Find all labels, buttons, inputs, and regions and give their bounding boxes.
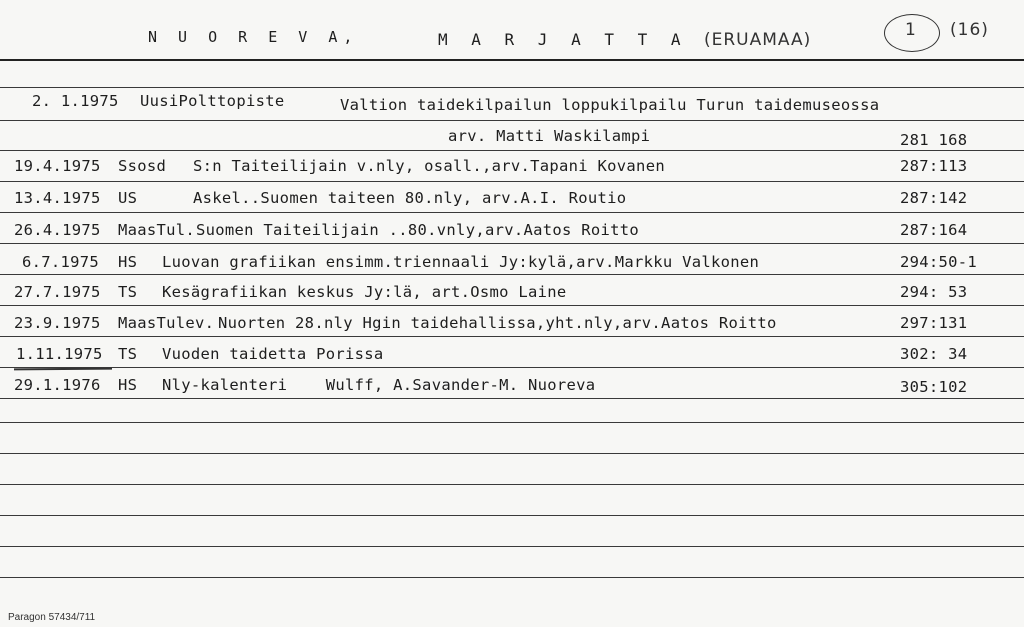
handwritten-note: (ERUAMAA) [704,30,812,50]
rule-line [0,212,1024,213]
entry-text: Luovan grafiikan ensimm.triennaali Jy:kylä,arv.Markku Valkonen [162,253,760,271]
firstname: M A R J A T T A [438,30,688,49]
entry-ref: 305:102 [900,378,968,396]
entry-ref: 294:50-1 [900,253,978,271]
entry-text: Valtion taidekilpailun loppukilpailu Turun taidemuseossa [340,96,880,114]
entry-date: 26.4.1975 [14,221,101,239]
rule-line [0,422,1024,423]
rule-line [0,274,1024,275]
entry-ref: 297:131 [900,314,968,332]
header-rule [0,59,1024,61]
rule-line [0,453,1024,454]
rule-line [0,150,1024,151]
rule-line [0,546,1024,547]
entry-date: 23.9.1975 [14,314,101,332]
rule-line [0,87,1024,88]
entry-source: TS [118,283,138,301]
entry-text: arv. Matti Waskilampi [448,127,651,145]
entry-text: Suomen Taiteilijain ..80.vnly,arv.Aatos Roitto [196,221,640,239]
rule-line [0,398,1024,399]
surname: N U O R E V A, [148,28,359,46]
entry-source: HS [118,376,138,394]
entry-source: MaasTulev. [118,314,215,332]
entry-date: 13.4.1975 [14,189,101,207]
card-imprint: Paragon 57434/711 [8,612,96,623]
rule-line [0,336,1024,337]
entry-ref: 287:113 [900,157,968,175]
rule-line [0,243,1024,244]
entry-ref: 294: 53 [900,283,968,301]
rule-line [0,484,1024,485]
pen-underline [14,368,112,370]
entry-source: US [118,189,138,207]
entry-date: 19.4.1975 [14,157,101,175]
entry-source: TS [118,345,138,363]
rule-line [0,120,1024,121]
rule-line [0,367,1024,368]
entry-ref: 287:164 [900,221,968,239]
circled-number: 1 [905,20,917,40]
entry-source: UusiPolttopiste [140,92,285,110]
entry-ref: 287:142 [900,189,968,207]
rule-line [0,515,1024,516]
entry-source: MaasTul. [118,221,196,239]
entry-text: S:n Taiteilijain v.nly, osall.,arv.Tapani Kovanen [193,157,665,175]
paren-number: (16) [950,20,989,40]
entry-text: Nly-kalenteri Wulff, A.Savander-M. Nuoreva [162,376,596,394]
entry-date: 6.7.1975 [22,253,100,271]
entry-ref: 281 168 [900,131,968,149]
rule-line [0,181,1024,182]
entry-date: 2. 1.1975 [32,92,119,110]
rule-line [0,305,1024,306]
entry-date: 1.11.1975 [16,345,103,363]
entry-source: HS [118,253,138,271]
entry-ref: 302: 34 [900,345,968,363]
entry-source: Ssosd [118,157,167,175]
entry-date: 27.7.1975 [14,283,101,301]
entry-text: Kesägrafiikan keskus Jy:lä, art.Osmo Laine [162,283,567,301]
rule-line [0,577,1024,578]
entry-text: Askel..Suomen taiteen 80.nly, arv.A.I. Routio [193,189,627,207]
entry-text: Vuoden taidetta Porissa [162,345,384,363]
entry-text: Nuorten 28.nly Hgin taidehallissa,yht.nly,arv.Aatos Roitto [218,314,777,332]
entry-date: 29.1.1976 [14,376,101,394]
